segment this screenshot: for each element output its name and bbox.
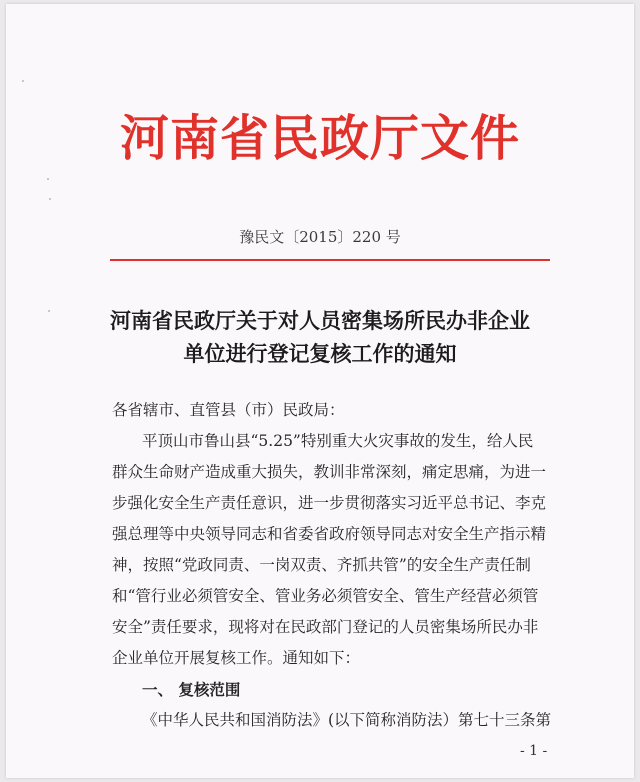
paragraph-line: 企业单位开展复核工作。通知如下： <box>112 649 361 667</box>
page-number: - 1 - <box>520 743 548 759</box>
document-number: 豫民文〔2015〕220 号 <box>239 228 401 246</box>
scan-speck <box>47 178 49 180</box>
scan-speck <box>49 198 51 200</box>
notice-title <box>60 304 580 370</box>
paragraph-line: 强总理等中央领导同志和省委省政府领导同志对安全生产指示精 <box>112 525 547 543</box>
paragraph-line: 步强化安全生产责任意识，进一步贯彻落实习近平总书记、李克 <box>112 494 547 512</box>
paragraph-line: 安全”责任要求，现将对在民政部门登记的人员密集场所民办非 <box>112 618 539 636</box>
paragraph-line: 和“管行业必须管安全、管业务必须管安全、管生产经营必须管 <box>112 587 539 605</box>
paragraph-line: 群众生命财产造成重大损失，教训非常深刻，痛定思痛，为进一 <box>112 463 547 481</box>
scan-speck <box>22 80 24 82</box>
paragraph-line: 平顶山市鲁山县“5.25”特别重大火灾事故的发生，给人民 <box>142 432 534 450</box>
document-masthead: 河南省民政厅文件 <box>119 109 520 167</box>
paragraph-line: 神，按照“党政同责、一岗双责、齐抓共管”的安全生产责任制 <box>112 556 531 574</box>
paragraph-line: 《中华人民共和国消防法》(以下简称消防法）第七十三条第 <box>142 711 552 729</box>
notice-title-line: 河南省民政厅关于对人员密集场所民办非企业 <box>110 308 530 333</box>
red-divider-rule <box>110 259 550 261</box>
scan-speck <box>48 310 50 312</box>
salutation: 各省辖市、直管县（市）民政局： <box>112 401 345 419</box>
section-heading: 一、 复核范围 <box>142 680 241 699</box>
notice-title-line: 单位进行登记复核工作的通知 <box>183 341 457 366</box>
